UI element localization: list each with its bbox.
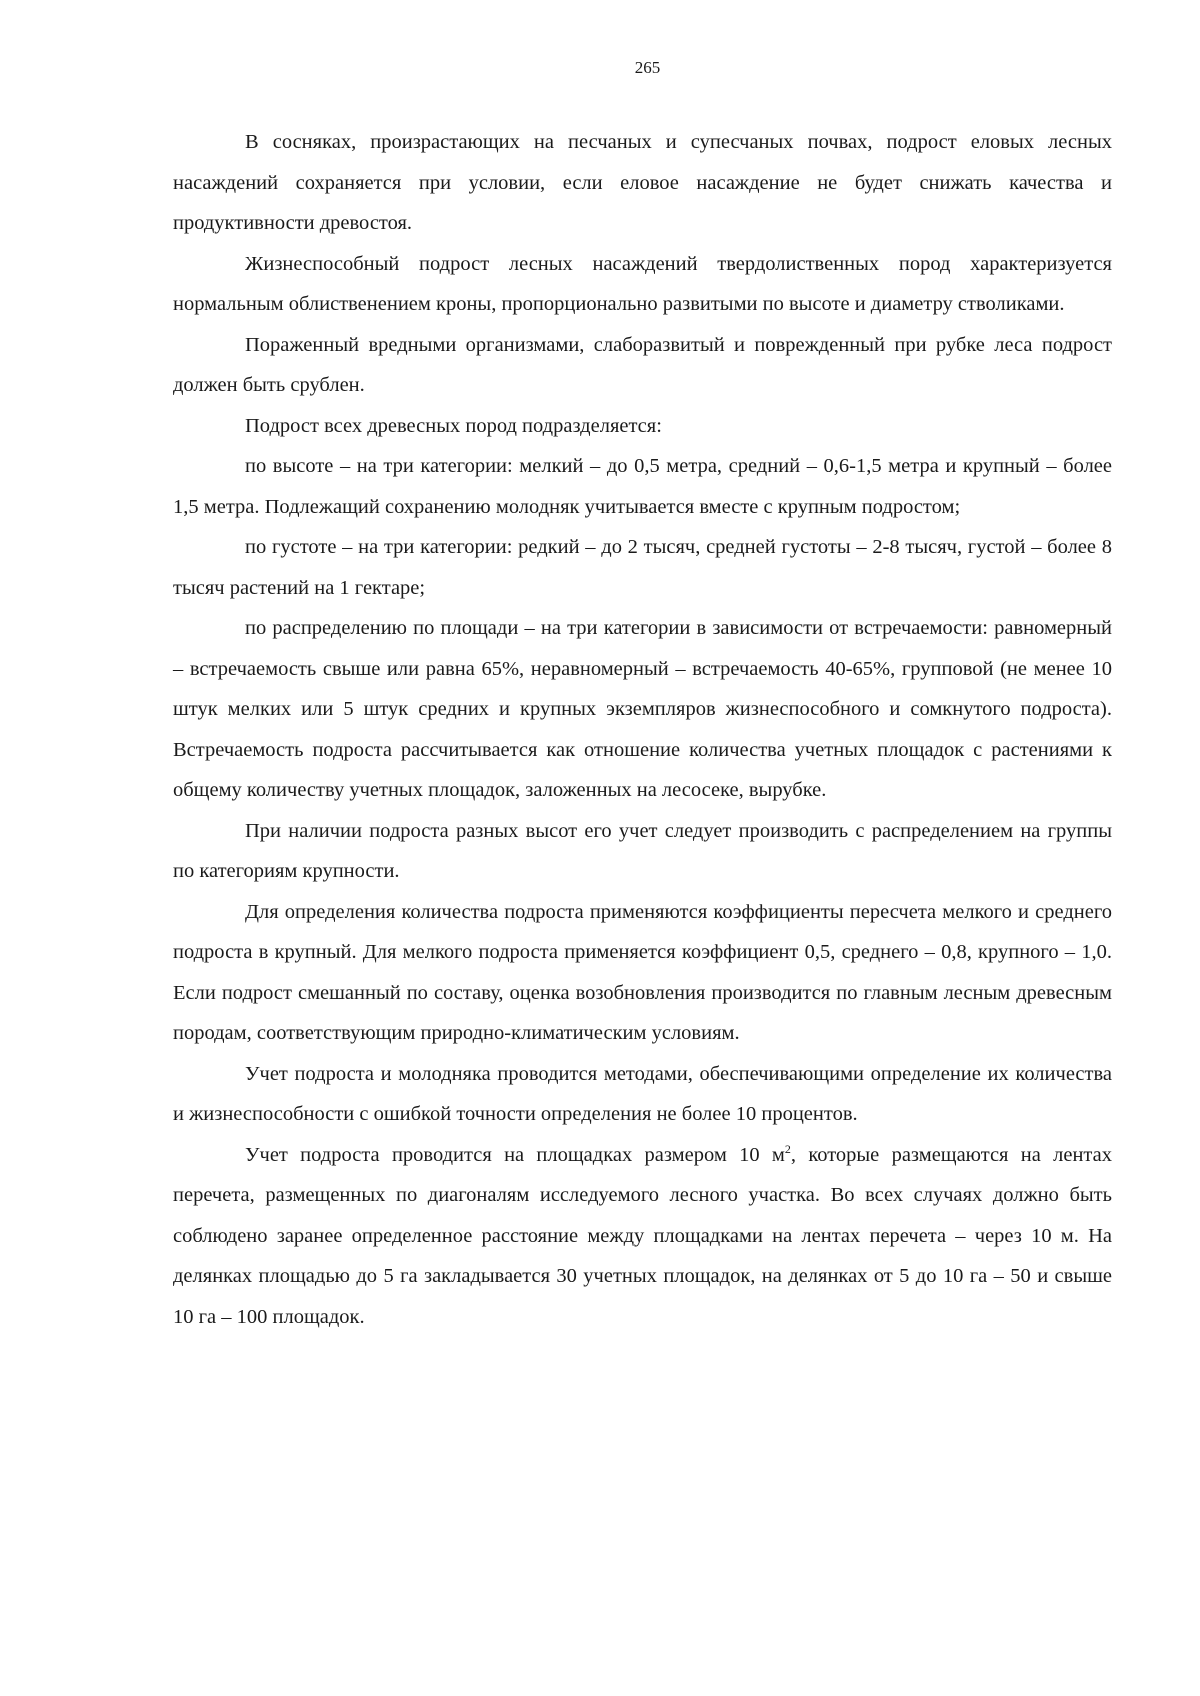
page-number: 265	[634, 58, 661, 77]
text-span: , которые размещаются на лентах перечета, размещенных по диагоналям исследуемого лесного участка. Во всех случаях должно быть соблюдено заранее определенное расстояние между площадками на лентах перечета – через 10 м. На делянках площадью до 5 га закладывается 30 учетных площадок, на делянках от 5 до 10 га – 50 и свыше 10 га – 100 площадок.	[173, 1143, 1112, 1328]
paragraph: В сосняках, произрастающих на песчаных и супесчаных почвах, подрост еловых лесных насаждений сохраняется при условии, если еловое насаждение не будет снижать качества и продуктивности древостоя.	[173, 131, 1112, 234]
paragraph: по густоте – на три категории: редкий – до 2 тысяч, средней густоты – 2-8 тысяч, густой – более 8 тысяч растений на 1 гектаре;	[173, 536, 1112, 599]
paragraph: Жизнеспособный подрост лесных насаждений твердолиственных пород характеризуется нормальным облиственением кроны, пропорционально развитыми по высоте и диаметру стволиками.	[173, 252, 1112, 315]
paragraph: Учет подроста и молодняка проводится методами, обеспечивающими определение их количества и жизнеспособности с ошибкой точности определения не более 10 процентов.	[173, 1062, 1112, 1125]
paragraph: по распределению по площади – на три категории в зависимости от встречаемости: равномерный – встречаемость свыше или равна 65%, неравномерный – встречаемость 40-65%, групповой (не менее 10 штук мелких или 5 штук средних и крупных экземпляров жизнеспособного и сомкнутого подроста). Встречаемость подроста рассчитывается как отношение количества учетных площадок с растениями к общему количеству учетных площадок, заложенных на лесосеке, вырубке.	[173, 617, 1112, 801]
paragraph: Подрост всех древесных пород подразделяется:	[245, 414, 662, 437]
paragraph: Для определения количества подроста применяются коэффициенты пересчета мелкого и среднего подроста в крупный. Для мелкого подроста применяется коэффициент 0,5, среднего – 0,8, крупного – 1,0. Если подрост смешанный по составу, оценка возобновления производится по главным лесным древесным породам, соответствующим природно-климатическим условиям.	[173, 900, 1112, 1044]
paragraph: по высоте – на три категории: мелкий – до 0,5 метра, средний – 0,6-1,5 метра и крупный – более 1,5 метра. Подлежащий сохранению молодняк учитывается вместе с крупным подростом;	[173, 455, 1112, 518]
paragraph: Пораженный вредными организмами, слаборазвитый и поврежденный при рубке леса подрост должен быть срублен.	[173, 333, 1112, 396]
text-span: Учет подроста проводится на площадках размером 10 м	[245, 1143, 785, 1166]
superscript: 2	[784, 1141, 791, 1156]
paragraph-last	[173, 1135, 1112, 1338]
paragraph: При наличии подроста разных высот его учет следует производить с распределением на группы по категориям крупности.	[173, 819, 1112, 882]
